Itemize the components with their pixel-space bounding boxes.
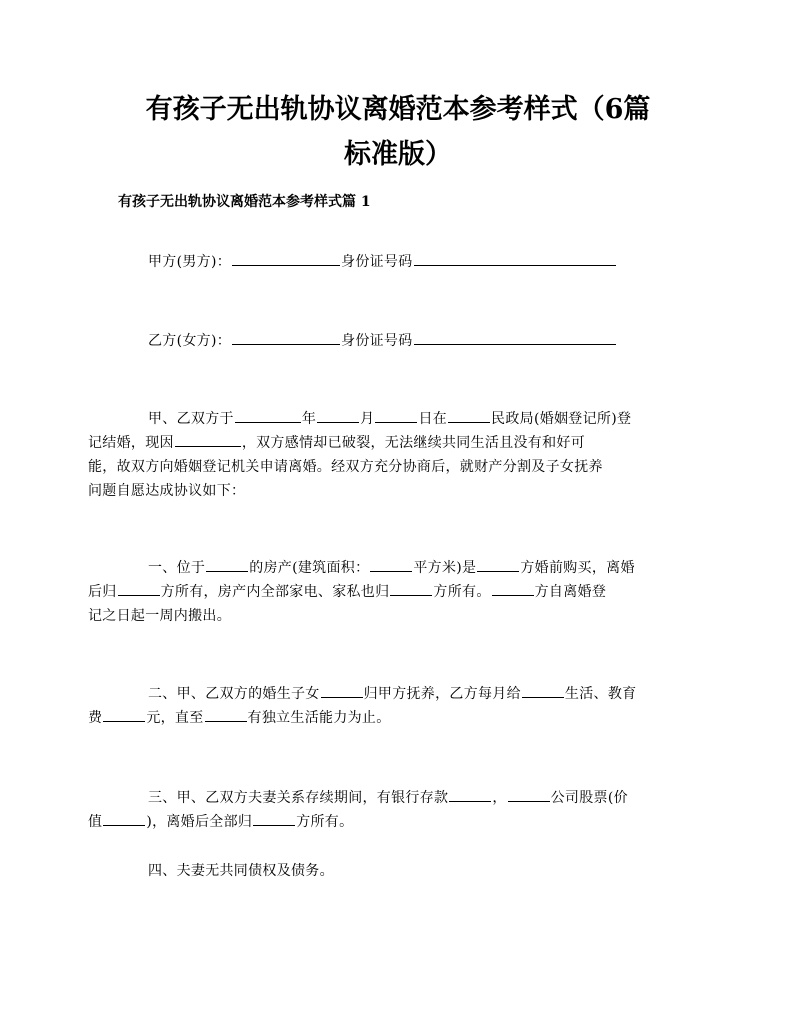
party-a-label: 甲方(男方)： <box>148 254 232 270</box>
party-a-name-blank <box>232 251 340 266</box>
bureau-blank <box>448 408 490 423</box>
intro-text: ，双方感情却已破裂，无法继续共同生活且没有和好可 <box>241 435 586 451</box>
party-b-line <box>118 329 680 353</box>
clause-text: 费 <box>88 710 103 726</box>
area-blank <box>370 557 412 572</box>
clause-1-line-3: 记之日起一周内搬出。 <box>88 608 231 624</box>
party-b-label: 乙方(女方)： <box>148 333 232 349</box>
company-blank <box>508 787 550 802</box>
assets-owner-blank <box>253 811 295 826</box>
clause-text: 方所有。 <box>433 584 491 600</box>
recipient-blank <box>522 683 564 698</box>
intro-text: 月 <box>360 411 375 427</box>
clause-text: ， <box>492 790 507 806</box>
intro-paragraph <box>88 407 680 503</box>
clause-2-paragraph <box>88 682 680 730</box>
clause-text: 元，直至 <box>146 710 204 726</box>
clause-text: 三、甲、乙双方夫妻关系存续期间，有银行存款 <box>148 790 449 806</box>
clause-text: 一、位于 <box>148 560 206 576</box>
clause-text: 方所有，房产内全部家电、家私也归 <box>160 584 390 600</box>
move-out-party-blank <box>492 581 534 596</box>
clause-text: 方婚前购买，离婚 <box>520 560 635 576</box>
clause-text: )，离婚后全部归 <box>146 814 253 830</box>
child-name-blank <box>321 683 363 698</box>
clause-text: 公司股票(价 <box>550 790 628 806</box>
clause-3-line-1 <box>118 786 680 810</box>
clause-3-line-2 <box>88 810 680 834</box>
intro-text: 甲、乙双方于 <box>148 411 234 427</box>
clause-text: 生活、教育 <box>564 686 637 702</box>
year-blank <box>235 408 301 423</box>
clause-text: 值 <box>88 814 103 830</box>
intro-line-2 <box>88 431 680 455</box>
clause-1-line-2 <box>88 580 680 604</box>
clause-text: 平方米)是 <box>413 560 477 576</box>
intro-text: 民政局(婚姻登记所)登 <box>491 411 632 427</box>
clause-text: 后归 <box>88 584 117 600</box>
document-title-line1: 有孩子无出轨协议离婚范本参考样式（6篇 <box>145 94 651 125</box>
intro-text: 年 <box>301 411 317 427</box>
party-b-name-blank <box>232 330 340 345</box>
clause-text: 有独立生活能力为止。 <box>247 710 391 726</box>
party-a-id-label: 身份证号码 <box>341 254 413 270</box>
owner-blank <box>118 581 160 596</box>
clause-3-paragraph <box>88 786 680 834</box>
intro-line-4: 问题自愿达成协议如下： <box>88 483 246 499</box>
party-a-line <box>118 250 680 274</box>
clause-1-line-1 <box>118 556 680 580</box>
clause-text: 方自离婚登 <box>534 584 607 600</box>
party-a-id-blank <box>414 251 616 266</box>
clause-4-line-1: 四、夫妻无共同债权及债务。 <box>148 863 334 879</box>
day-blank <box>375 408 417 423</box>
clause-text: 二、甲、乙双方的婚生子女 <box>148 686 320 702</box>
buyer-blank <box>477 557 519 572</box>
value-blank <box>103 811 145 826</box>
intro-text: 记结婚，现因 <box>88 435 174 451</box>
month-blank <box>317 408 359 423</box>
intro-line-1 <box>118 407 680 431</box>
location-blank <box>206 557 248 572</box>
clause-text: 方所有。 <box>296 814 354 830</box>
clause-4-paragraph <box>118 859 680 883</box>
clause-text: 归甲方抚养，乙方每月给 <box>363 686 521 702</box>
party-b-id-blank <box>414 330 616 345</box>
intro-line-3: 能，故双方向婚姻登记机关申请离婚。经双方充分协商后，就财产分割及子女抚养 <box>88 459 603 475</box>
deposit-blank <box>449 787 491 802</box>
clause-2-line-1 <box>118 682 680 706</box>
clause-1-paragraph <box>88 556 680 628</box>
document-title-line2: 标准版） <box>344 139 452 170</box>
reason-blank <box>175 432 241 447</box>
furniture-owner-blank <box>390 581 432 596</box>
clause-text: 的房产(建筑面积： <box>249 560 370 576</box>
until-blank <box>205 707 247 722</box>
intro-text: 日在 <box>418 411 448 427</box>
clause-2-line-2 <box>88 706 680 730</box>
party-b-id-label: 身份证号码 <box>341 333 413 349</box>
section-subtitle: 有孩子无出轨协议离婚范本参考样式篇 1 <box>118 194 371 210</box>
amount-blank <box>103 707 145 722</box>
